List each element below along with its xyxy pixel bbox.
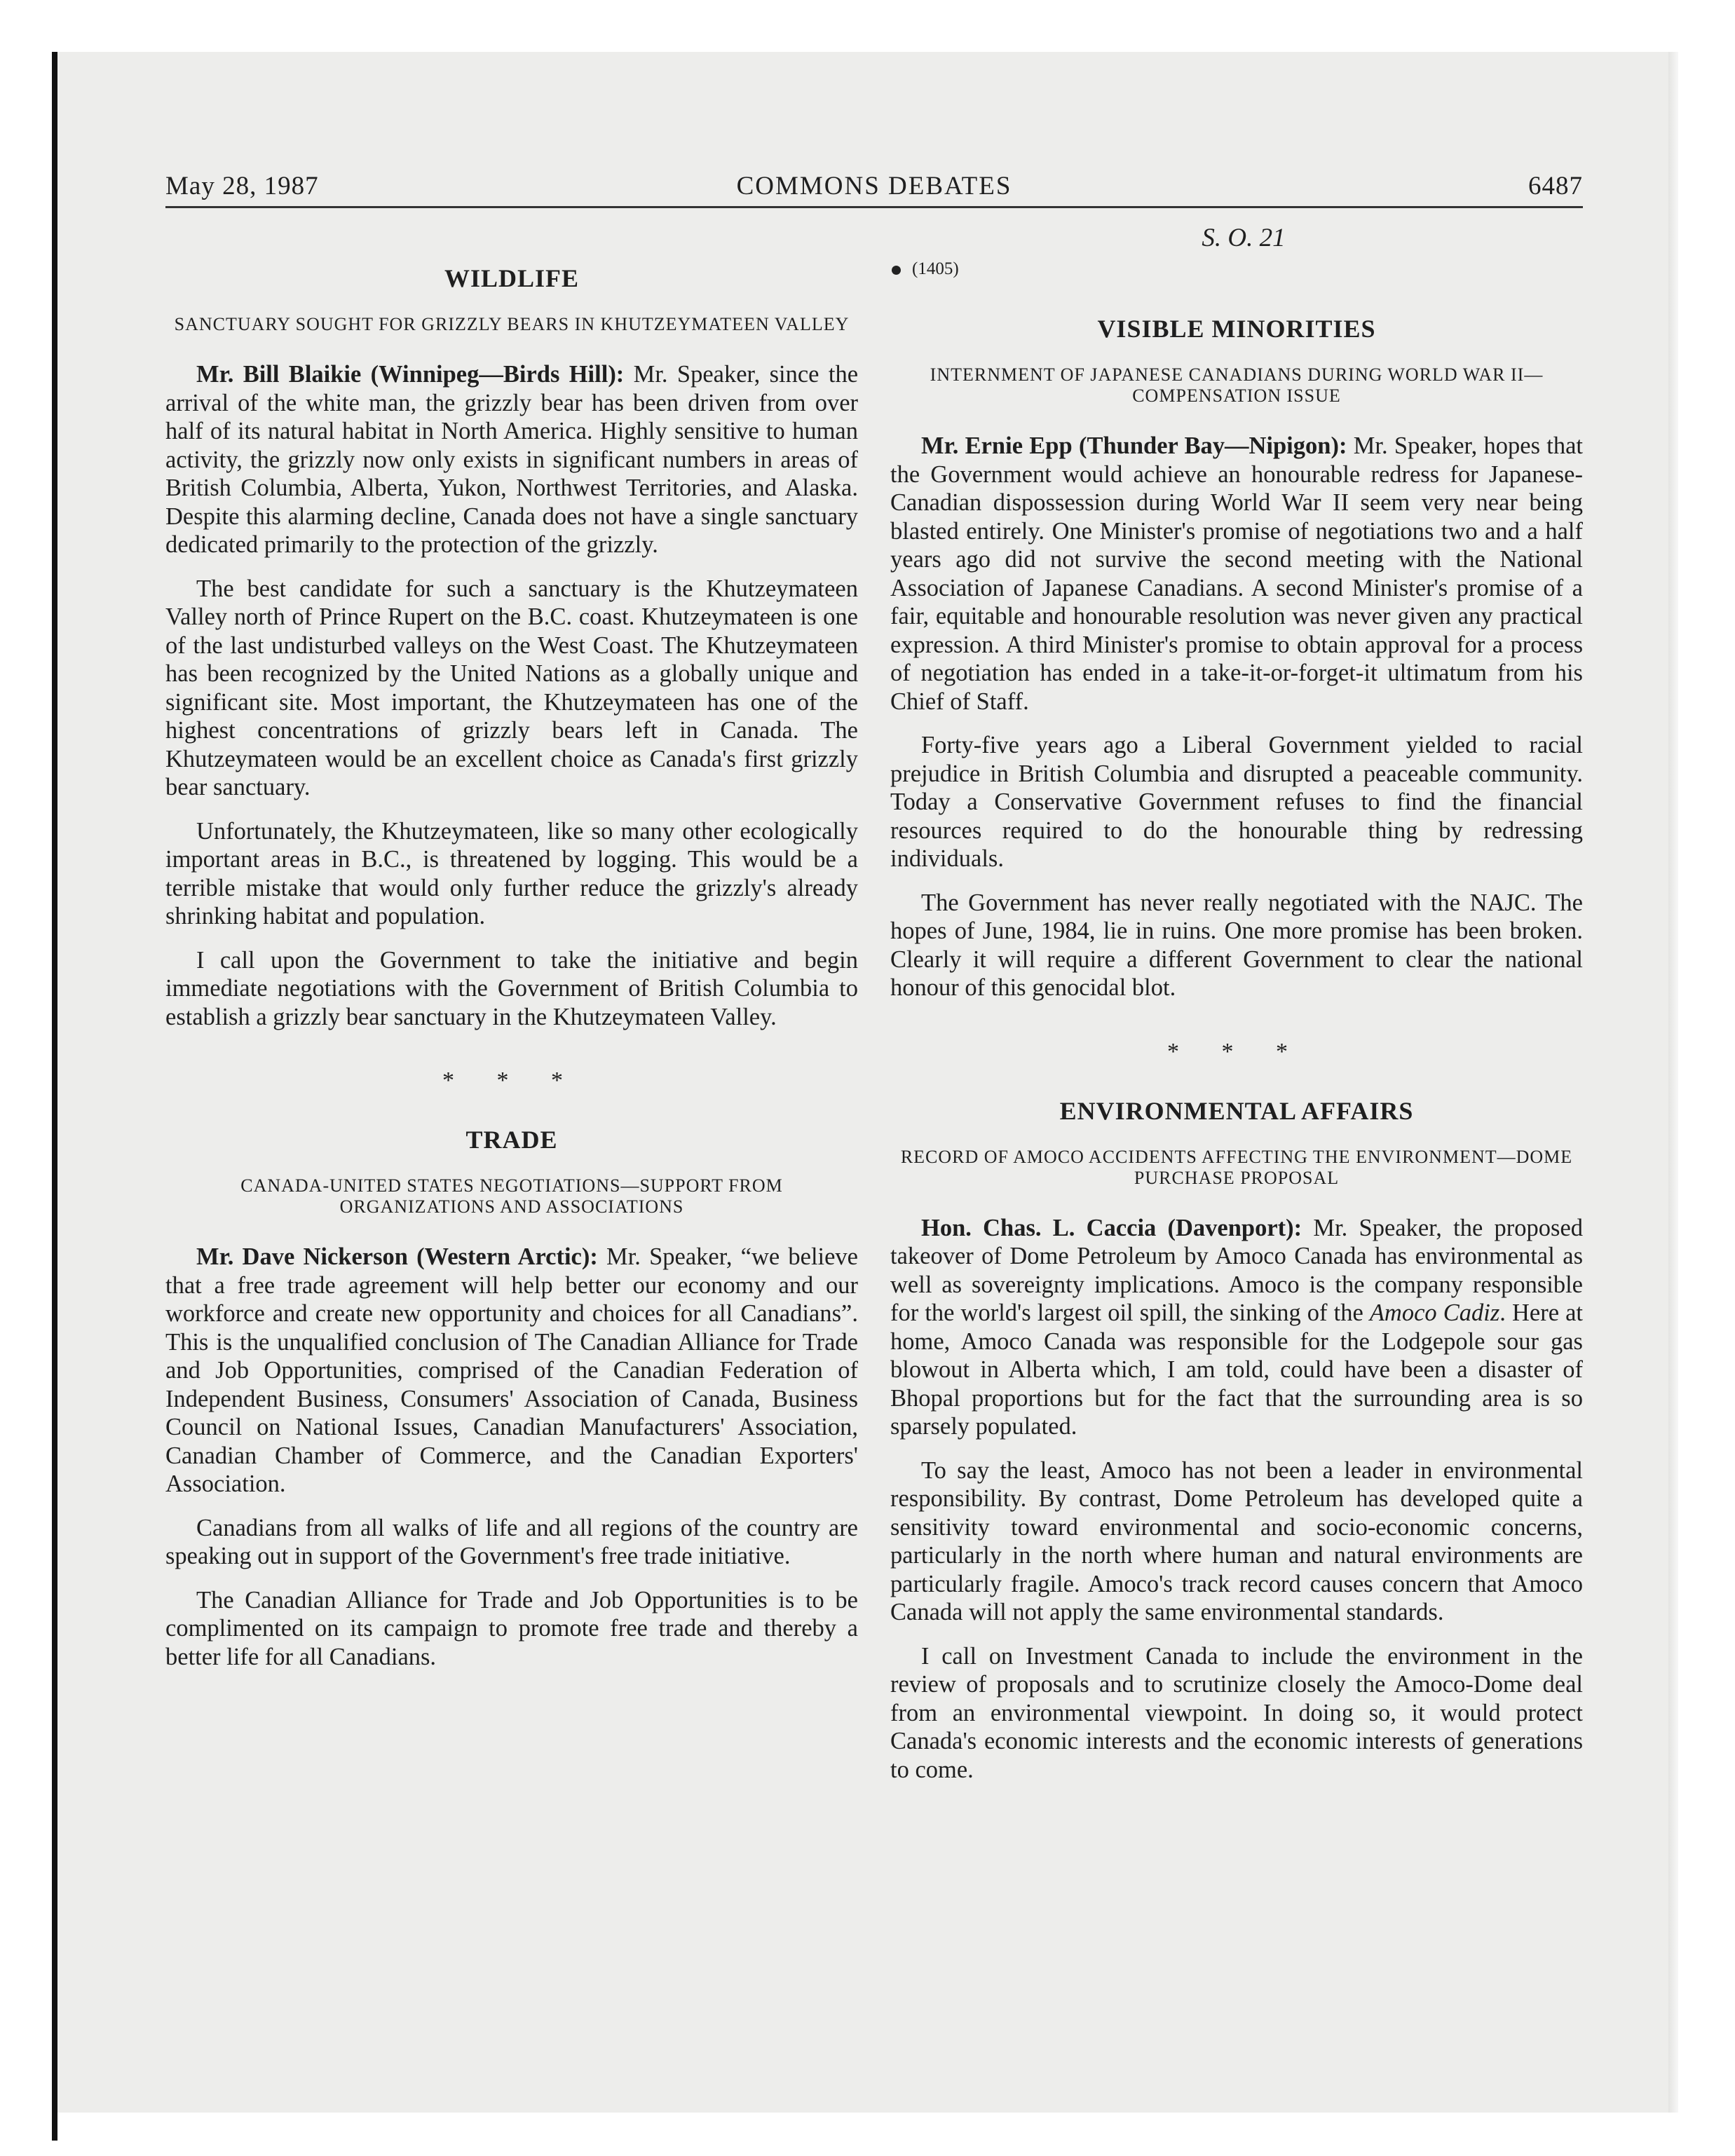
section-subtitle: CANADA-UNITED STATES NEGOTIATIONS—SUPPORT FROM ORGANIZATIONS AND ASSOCIATIONS xyxy=(240,1175,783,1217)
paragraph-text: . Here at home, Amoco Canada was responsible for the Lodgepole sour gas blowout in Alberta which, I am told, could have been a disaster of Bhopal proportions but for the fact that the surrounding area is so sparsely populated. xyxy=(890,1299,1583,1440)
bullet-icon xyxy=(892,266,901,275)
left-column xyxy=(165,264,858,1686)
header-date: May 28, 1987 xyxy=(165,172,319,200)
section-visible-minorities xyxy=(890,314,1583,1002)
header-title: COMMONS DEBATES xyxy=(736,172,1012,200)
paragraph xyxy=(890,432,1583,716)
paragraph xyxy=(165,360,858,559)
paragraph: The Government has never really negotiated with the NAJC. The hopes of June, 1984, lie in ruins. One more promise has been broken. Clearly it will require a different Government to clear the national honour of this genocidal blot. xyxy=(890,889,1583,1001)
paragraph: Unfortunately, the Khutzeymateen, like so many other ecologically important areas in B.C., is threatened by logging. This would be a terrible mistake that would only further reduce the grizzly's already shrinking habitat and population. xyxy=(165,817,858,929)
section-title: ENVIRONMENTAL AFFAIRS xyxy=(1059,1096,1414,1125)
paragraph-text: Mr. Speaker, “we believe that a free trade agreement will help better our economy and our workforce and create new opportunity and choices for all Canadians”. This is the unqualified conclusion of The Canadian Alliance for Trade and Job Opportunities, comprised of the Canadian Federation of Independent Business, Consumers' Association of Canada, Business Council on National Issues, Canadian Manufacturers' Association, Canadian Chamber of Commerce, and the Canadian Exporters' Association. xyxy=(165,1243,858,1497)
section-separator: * * * xyxy=(442,1067,581,1093)
section-title: TRADE xyxy=(465,1126,558,1154)
ship-name: Amoco Cadiz xyxy=(1369,1299,1500,1326)
paragraph-text: Mr. Speaker, hopes that the Government would achieve an honourable redress for Japanese-Canadian dispossession during World War II seem very near being blasted entirely. One Minister's promise of negotiations two and a half years ago did not survive the second meeting with the National Association of Japanese Canadians. A second Minister's promise of a fair, equitable and honourable resolution was never given any practical expression. A third Minister's promise to obtain approval for a process of negotiation has ended in a take-it-or-forget-it ultimatum from his Chief of Staff. xyxy=(890,432,1584,715)
scan-left-edge xyxy=(52,52,57,2141)
timestamp-text: (1405) xyxy=(912,259,959,278)
speaker-name: Mr. Dave Nickerson (Western Arctic): xyxy=(196,1243,598,1270)
paragraph-text: Mr. Speaker, the proposed takeover of Dome Petroleum by Amoco Canada has environmental as well as sovereignty implications. Amoco is the company responsible for the world's largest oil spill, the sinking of the xyxy=(890,1214,1584,1326)
page-header xyxy=(165,171,1583,207)
section-subtitle: INTERNMENT OF JAPANESE CANADIANS DURING WORLD WAR II—COMPENSATION ISSUE xyxy=(930,364,1544,406)
paragraph: Forty-five years ago a Liberal Government yielded to racial prejudice in British Columbia and disrupted a peaceable community. Today a Conservative Government refuses to find the financial resources required to do the honourable thing by redressing individuals. xyxy=(890,732,1583,872)
section-title: VISIBLE MINORITIES xyxy=(1097,315,1376,343)
paragraph xyxy=(165,1243,858,1499)
timestamp xyxy=(892,259,1583,279)
section-trade xyxy=(165,1125,858,1671)
scan-right-edge xyxy=(1668,52,1678,2113)
paragraph: I call upon the Government to take the initiative and begin immediate negotiations with the Government of British Columbia to establish a grizzly bear sanctuary in the Khutzeymateen Valley. xyxy=(165,946,858,1030)
paragraph: I call on Investment Canada to include the environment in the review of proposals and to scrutinize closely the Amoco-Dome deal from an environmental viewpoint. In doing so, it would protect Canada's economic interests and the economic interests of generations to come. xyxy=(890,1642,1583,1783)
paragraph xyxy=(890,1214,1583,1441)
standing-order-label: S. O. 21 xyxy=(1202,224,1286,252)
header-page-number: 6487 xyxy=(1528,172,1583,200)
paragraph-text: Mr. Speaker, since the arrival of the white man, the grizzly bear has been driven from over half of its natural habitat in North America. Highly sensitive to human activity, the grizzly now only exists in significant numbers in areas of British Columbia, Alberta, Yukon, Northwest Territories, and Alaska. Despite this alarming decline, Canada does not have a single sanctuary dedicated primarily to the protection of the grizzly. xyxy=(165,361,859,558)
section-subtitle: RECORD OF AMOCO ACCIDENTS AFFECTING THE ENVIRONMENT—DOME PURCHASE PROPOSAL xyxy=(900,1146,1573,1188)
speaker-name: Mr. Ernie Epp (Thunder Bay—Nipigon): xyxy=(921,432,1347,459)
speaker-name: Hon. Chas. L. Caccia (Davenport): xyxy=(921,1214,1302,1241)
section-title: WILDLIFE xyxy=(444,264,580,292)
speaker-name: Mr. Bill Blaikie (Winnipeg—Birds Hill): xyxy=(196,361,625,388)
section-separator: * * * xyxy=(1167,1038,1306,1065)
right-column xyxy=(890,259,1583,1799)
paragraph: The best candidate for such a sanctuary is the Khutzeymateen Valley north of Prince Rupert on the B.C. coast. Khutzeymateen is one of the last undisturbed valleys on the West Coast. The Khutzeymateen has been recognized by the United Nations as a globally unique and significant site. Most important, the Khutzeymateen has one of the highest concentrations of grizzly bears left in Canada. The Khutzeymateen would be an excellent choice as Canada's first grizzly bear sanctuary. xyxy=(165,575,858,800)
paragraph: The Canadian Alliance for Trade and Job Opportunities is to be complimented on its campaign to promote free trade and thereby a better life for all Canadians. xyxy=(165,1586,858,1670)
section-environmental-affairs xyxy=(890,1096,1583,1785)
section-wildlife xyxy=(165,264,858,1031)
paragraph: To say the least, Amoco has not been a leader in environmental responsibility. By contrast, Dome Petroleum has developed quite a sensitivity toward environmental and socio-economic concerns, particularly in the north where human and natural environments are particularly fragile. Amoco's track record causes concern that Amoco Canada will not apply the same environmental standards. xyxy=(890,1456,1583,1625)
section-subtitle: SANCTUARY SOUGHT FOR GRIZZLY BEARS IN KHUTZEYMATEEN VALLEY xyxy=(174,314,850,334)
header-rule xyxy=(165,206,1583,208)
paragraph: Canadians from all walks of life and all regions of the country are speaking out in support of the Government's free trade initiative. xyxy=(165,1514,858,1569)
